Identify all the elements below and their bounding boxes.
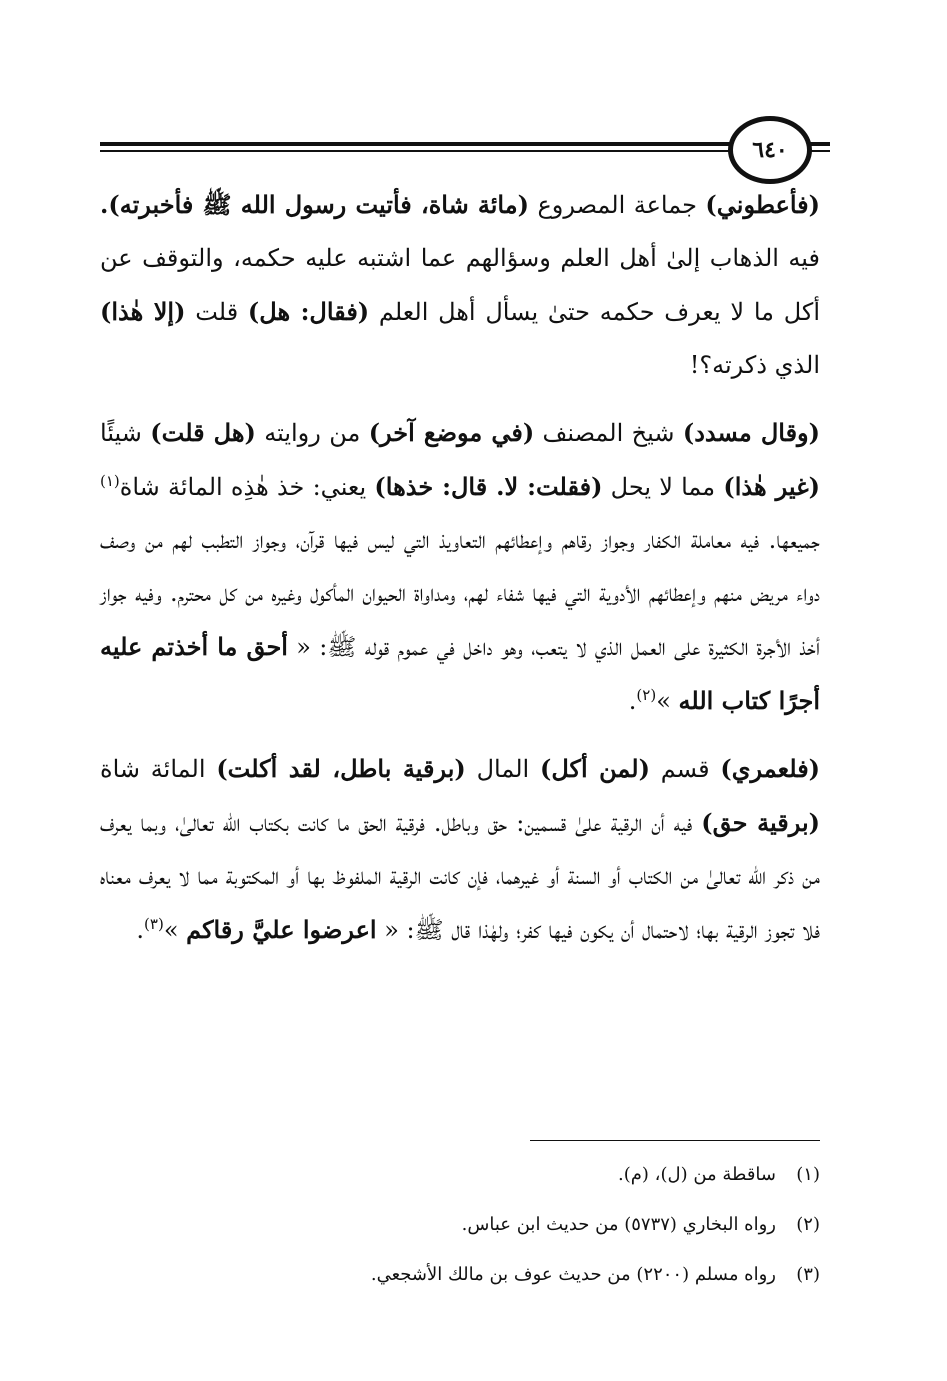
text-run: من روايته — [255, 419, 369, 447]
text-run: (فأعطوني) — [705, 190, 821, 219]
footnote-text: رواه مسلم (٢٢٠٠) من حديث عوف بن مالك الأشجعي. — [370, 1264, 776, 1285]
footnote-separator — [530, 1140, 820, 1141]
text-run: (إلا هٰذا) — [100, 297, 186, 326]
page-header — [100, 116, 830, 186]
text-run: (في موضع آخر) — [368, 418, 535, 447]
header-rule — [100, 142, 730, 146]
text-run: فيه الذهاب إلىٰ أهل العلم وسؤالهم عما اشتبه عليه حكمه، والتوقف عن أكل ما لا يعرف حكمه حتىٰ يسأل أهل العلم — [100, 244, 821, 326]
footnote-text: رواه البخاري (٥٧٣٧) من حديث ابن عباس. — [461, 1214, 776, 1235]
text-run: . — [136, 916, 145, 944]
text-run: شيئًا — [100, 419, 151, 447]
text-run: (فلعمري) — [720, 754, 821, 783]
footnote-ref: (٢) — [636, 686, 657, 704]
text-run: (مائة شاة، فأتيت رسول الله ﷺ فأخبرته). — [100, 190, 529, 219]
text-run: (فقال: هل) — [247, 297, 370, 326]
footnote — [100, 1250, 820, 1300]
text-run: مما لا يحل — [602, 473, 724, 501]
footnote — [100, 1150, 820, 1200]
footnote-text: ساقطة من (ل)، (م). — [618, 1164, 776, 1185]
text-run: (غير هٰذا) — [723, 472, 820, 501]
text-run: جميعها. فيه معاملة الكفار وجواز رقاهم وإعطائهم التعاويذ التي ليس فيها قرآن، وجواز التطبب لهم من وصف دواء مريض منهم وإعطائهم الأدوية التي فيها شفاء لهم، ومداواة الحيوان المأكول وغيره من كل محترم. وفيه جواز أخذ الأجرة الكثيرة على العمل الذي لا يتعب، وهو داخل في عموم قوله ﷺ: « — [100, 526, 820, 661]
text-run: يعني: خذ هٰذِه المائة شاة — [119, 473, 375, 501]
text-run: قسم — [649, 755, 721, 783]
text-run: جماعة المصروع — [528, 191, 706, 219]
text-run: (برقية باطل، لقد أكلت) — [216, 754, 466, 783]
text-run: . — [628, 687, 637, 715]
footnote-number: (٢) — [796, 1214, 820, 1235]
footnote-number: (١) — [796, 1164, 820, 1185]
text-run: اعرضوا عليَّ رقاكم — [186, 915, 377, 944]
text-run: (برقية حق) — [701, 808, 821, 837]
text-run: (لمن أكل) — [539, 754, 650, 783]
text-run: قلت — [185, 298, 248, 326]
text-run: » — [163, 916, 187, 944]
main-text — [100, 178, 820, 971]
page-number: ٦٤٠ — [728, 116, 812, 184]
text-run: (وقال مسدد) — [682, 418, 820, 447]
text-run: (هل قلت) — [150, 418, 256, 447]
text-run: أحق ما أخذتم عليه أجرًا كتاب الله — [100, 632, 820, 715]
text-run: » — [656, 687, 679, 715]
footnote-ref: (١) — [100, 472, 120, 490]
text-run: الذي ذكرته؟! — [689, 351, 820, 379]
text-run: شيخ المصنف — [534, 419, 683, 447]
footnotes — [100, 1150, 820, 1300]
footnote-ref: (٣) — [144, 915, 164, 933]
text-run: المائة شاة — [100, 755, 217, 783]
footnote-number: (٣) — [796, 1264, 820, 1285]
header-rule-thin — [100, 150, 730, 152]
text-run: (فقلت: لا. قال: خذها) — [374, 472, 603, 501]
paragraph — [100, 178, 820, 392]
footnote — [100, 1200, 820, 1250]
paragraph — [100, 742, 820, 957]
paragraph — [100, 406, 820, 728]
text-run: فيه أن الرقية علىٰ قسمين: حق وباطل. فرقية الحق ما كانت بكتاب الله تعالىٰ، وبما يعرف من ذكر الله تعالىٰ من الكتاب أو السنة أو غيرهما، فإن كانت الرقية الملفوظ بها أو المكتوبة مما لا يعرف معناه فلا تجوز الرقية بها؛ لاحتمال أن يكون فيها كفر؛ ولهٰذا قال ﷺ: « — [100, 809, 820, 944]
text-run: المال — [465, 755, 540, 783]
